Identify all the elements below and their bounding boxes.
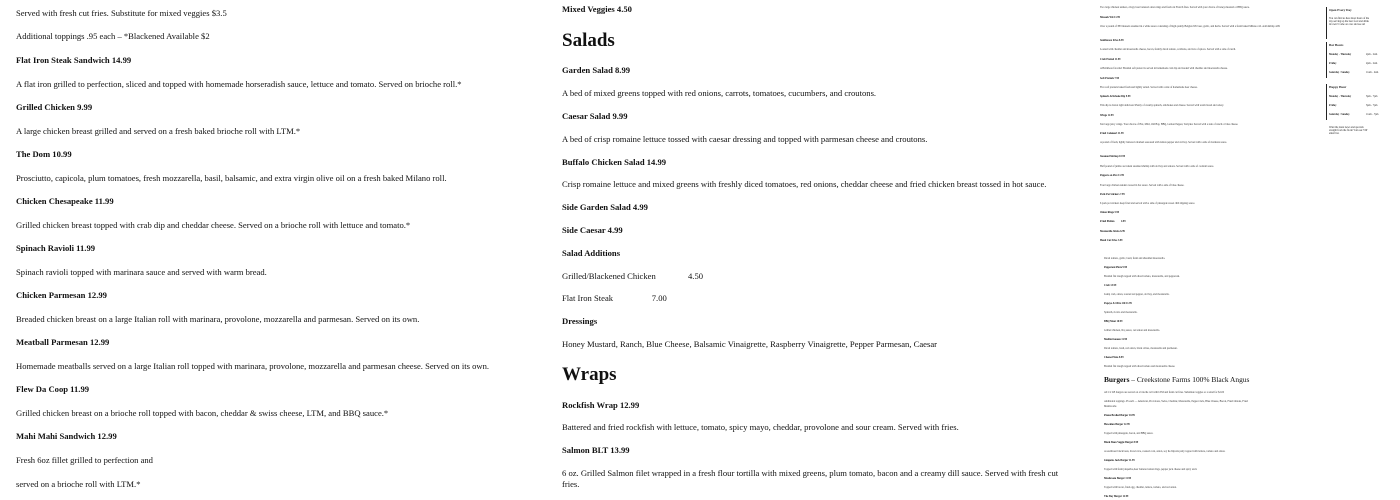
happy-hour-divider xyxy=(1326,84,1327,120)
menu-line: Breaded chicken breast on a large Italian roll with marinara, provolone, mozzarella and parmesan. Served on its own. xyxy=(16,314,420,324)
menu-item-title: Smithtown Fries 8.99 xyxy=(1100,39,1124,42)
menu-item-title: The Bay Burger 12.99 xyxy=(1104,495,1129,498)
menu-item-title: Flame Broiled Burger 10.99 xyxy=(1104,414,1135,417)
menu-item-title: The Dom 10.99 xyxy=(16,149,72,159)
menu-item-title: Spinach Artichoke Dip 9.99 xyxy=(1100,95,1131,98)
menu-line: Battered and fried rockfish with lettuce, tomato, spicy mayo, cheddar, provolone and sour cream. Served with fries. xyxy=(562,422,959,432)
menu-item-title: Hand Cut Fries 3.99 xyxy=(1100,239,1123,242)
section-heading-burgers xyxy=(1104,375,1249,384)
menu-line: This dip is drawn right delicious! Plenty of creamy spinach, artichokes and cheese. Served with warm bread and celery. xyxy=(1100,104,1224,107)
menu-item-title: Garden Salad 8.99 xyxy=(562,65,631,75)
menu-line: Two large chicken tenders, crispy beer battered onion rings and fresh cut French fries. Served with your choice of honey mustard or BBQ sauce. xyxy=(1100,6,1250,9)
menu-line: Topped with bacon, fried egg, cheddar, lettuce, tomato, and red onion. xyxy=(1104,486,1177,489)
menu-item-title: Buffalo Chicken Salad 14.99 xyxy=(562,157,667,167)
menu-item-title: Mahi Mahi Sandwich 12.99 xyxy=(16,431,117,441)
hours-day: Monday - Thursday xyxy=(1329,53,1352,56)
menu-line: Five soft pretzels baked fresh and lightly salted. Served with a side of homemade beer cheese. xyxy=(1100,86,1198,89)
menu-line: Homemade meatballs served on a large Italian roll topped with marinara, provolone, mozzarella and parmesan cheese. Served on its own. xyxy=(16,361,490,371)
burgers-subtitle: – Creekstone Farms 100% Black Angus xyxy=(1129,375,1250,384)
menu-item-title: Dressings xyxy=(562,316,598,326)
menu-item-title: Side Garden Salad 4.99 xyxy=(562,202,648,212)
hours-time: 2pm - 2am xyxy=(1366,62,1378,65)
menu-line: A flat iron grilled to perfection, sliced and topped with homemade horseradish sauce, lettuce and tomato. Served on brioche roll.* xyxy=(16,79,462,89)
menu-line: Additional toppings .95 each – *Blackened Available $2 xyxy=(16,31,210,41)
menu-line: A southwest black bean, brown rice, roasted corn, onion, soy & chipotle patty topped with lettuce, tomato and onion. xyxy=(1104,450,1226,453)
menu-line: Braided flat dough topped with diced tomato and mozzarella cheese. xyxy=(1104,365,1176,368)
menu-item-title: BBQ Meat 10.99 xyxy=(1104,320,1123,323)
menu-line: A bed of mixed greens topped with red onions, carrots, tomatoes, cucumbers, and croutons. xyxy=(562,88,877,98)
menu-line: Diced tomato, garlic, basil, fresh and shredded mozzarella. xyxy=(1104,257,1166,260)
menu-item-title: Steamed Shrimp 10.99 xyxy=(1100,155,1126,158)
menu-line: Four large chicken tenders tossed in hot sauce. Served with a side of blue cheese. xyxy=(1100,184,1185,187)
menu-line: Loaded with cheddar and mozzarella cheese, bacon, freshly diced tomato, scallions, and lots of spices. Served with a side of ranch. xyxy=(1100,48,1236,51)
menu-line: 6 oz. Grilled Salmon filet wrapped in a fresh flour tortilla with mixed greens, plum tomato, bacon and a creamy dill sauce. Served with fresh cut fries. xyxy=(562,468,1059,489)
menu-item-title: Side Caesar 4.99 xyxy=(562,225,623,235)
menu-line: Lump crab, onion, roasted red pepper, old bay, and mozzarella. xyxy=(1104,293,1170,296)
open-title: Open Every Day xyxy=(1329,8,1352,12)
hours-day: Saturday / Sunday xyxy=(1329,71,1350,74)
menu-item-title: Hawaiian Burger 12.99 xyxy=(1104,423,1130,426)
burgers-title: Burgers xyxy=(1104,375,1130,384)
menu-item-title: Caesar Salad 9.99 xyxy=(562,111,628,121)
hours-time: 11am - 7pm xyxy=(1366,113,1379,116)
hours-time: 3pm - 7pm xyxy=(1366,104,1378,107)
menu-item-title: Fried Calamari 11.99 xyxy=(1100,132,1124,135)
menu-item-title: Crab Pretzel 11.99 xyxy=(1100,58,1121,61)
menu-line: Half pound of jumbo succulent steamed shrimp with old bay and onions. Served with a side of cocktail sauce. xyxy=(1100,165,1214,168)
menu-item-title: Flew Da Coop 11.99 xyxy=(16,384,90,394)
open-text: You can find us here most hours of the day serving up the best food and drink in town! Come on over and see us! xyxy=(1329,17,1370,26)
menu-line: All 1/2 LB burgers are served on a brioche roll with LTM and fresh cut fries. Substitute veggies or a salad for $2.00 xyxy=(1104,391,1225,394)
menu-item-title: Black Bean Veggie Burger 8.99 xyxy=(1104,441,1139,444)
menu-line: Grilled chicken breast on a brioche roll topped with bacon, cheddar & swiss cheese, LTM, and BBQ sauce.* xyxy=(16,408,389,418)
menu-item-title: Popeye & Olive Oil 11.99 xyxy=(1104,302,1132,305)
menu-item-title: Mozzarella Sticks 6.99 xyxy=(1100,230,1125,233)
hours-time: 11am - 2am xyxy=(1366,71,1379,74)
menu-item-title: Pork Pot Stickers 7.99 xyxy=(1100,193,1125,196)
menu-line: Spinach, ricotta and mozzarella. xyxy=(1104,311,1138,314)
menu-item-title: Onion Rings 5.99 xyxy=(1100,211,1120,214)
menu-item-title: Mussels Wit 11.99 xyxy=(1100,16,1120,19)
menu-item-title: Jalapeño Jack Burger 11.99 xyxy=(1104,459,1135,462)
menu-line: Flat Iron Steak 7.00 xyxy=(562,293,667,303)
menu-item-title: Rockfish Wrap 12.99 xyxy=(562,400,640,410)
menu-line: Crisp romaine lettuce and mixed greens with freshly diced tomatoes, red onions, cheddar cheese and fried chicken breast tossed in hot sauce. xyxy=(562,179,1047,189)
vip-email-text[interactable]: Want the latest news and specials straight from the flock? Join our VIP email list. xyxy=(1329,126,1368,135)
menu-item-title: Grilled Chicken 9.99 xyxy=(16,102,93,112)
menu-line: Honey Mustard, Ranch, Blue Cheese, Balsamic Vinaigrette, Raspberry Vinaigrette, Pepper Parmesan, Caesar xyxy=(562,339,937,349)
menu-line: Fresh 6oz fillet grilled to perfection and xyxy=(16,455,153,465)
menu-item-title: Chicken Parmesan 12.99 xyxy=(16,290,107,300)
bar-hours-title: Bar Hours xyxy=(1329,43,1344,47)
menu-item-title: Salmon BLT 13.99 xyxy=(562,445,630,455)
menu-item-title: Pepperoni Pizza 9.99 xyxy=(1104,266,1128,269)
menu-line: Additional toppings .95 each — American, Provolone, Swiss, Cheddar, Mozzarella, Pepper Jack, Blue Cheese, Bacon, Fried Onions, Fried xyxy=(1104,400,1248,403)
menu-item-title: Crab 13.99 xyxy=(1104,284,1117,287)
happy-hour-title: Happy Hour xyxy=(1329,85,1347,89)
menu-item-title: Meatball Parmesan 12.99 xyxy=(16,337,110,347)
bar-hours-divider xyxy=(1326,42,1327,78)
menu-item-title: Mixed Veggies 4.50 xyxy=(562,4,632,14)
hours-day: Saturday / Sunday xyxy=(1329,113,1350,116)
menu-line: Spinach ravioli topped with marinara sauce and served with warm bread. xyxy=(16,267,267,277)
menu-item-title: Soft Pretzels 7.99 xyxy=(1100,77,1120,80)
menu-line: Mushrooms xyxy=(1104,405,1117,408)
hours-time: 2pm - 2am xyxy=(1366,53,1378,56)
menu-line: Diced tomato, basil, red onion, black olives, mozzarella and parmesan. xyxy=(1104,347,1178,350)
open-divider xyxy=(1326,7,1327,39)
menu-line: A large chicken breast grilled and served on a fresh baked brioche roll with LTM.* xyxy=(16,126,301,136)
menu-line: served on a brioche roll with LTM.* xyxy=(16,479,141,489)
menu-item-title: Mushroom Burger 11.99 xyxy=(1104,477,1132,480)
menu-item-title: Wings 12.99 xyxy=(1100,114,1114,117)
menu-line: Served with fresh cut fries. Substitute for mixed veggies $3.5 xyxy=(16,8,227,18)
menu-line: Prosciutto, capicola, plum tomatoes, fresh mozzarella, basil, balsamic, and extra virgin olive oil on a fresh baked Milano roll. xyxy=(16,173,447,183)
hours-day: Friday xyxy=(1329,62,1337,65)
menu-line: A Baltimore favorite! Braided soft pretzel is served in homemade crab dip and loaded with cheddar and mozzarella cheese. xyxy=(1100,67,1228,70)
menu-line: 6 pork pot stickers deep fried and served with a side of pineapple sweet chili dipping sauce. xyxy=(1100,202,1196,205)
hours-time: 3pm - 7pm xyxy=(1366,95,1378,98)
menu-line: Ten large juicy wings. Your choice of Hot, Mild, Old Bay, BBQ, Lemon Pepper, Teriyaki. Served with a side of ranch or blue cheese. xyxy=(1100,123,1239,126)
section-heading-wraps: Wraps xyxy=(562,364,617,385)
menu-item-title: Chicken Chesapeake 11.99 xyxy=(16,196,114,206)
menu-line: A pound of fresh, lightly battered calamari seasoned with lemon pepper and old bay. Served with a side of marinara sauce. xyxy=(1100,141,1227,144)
menu-item-title: Salad Additions xyxy=(562,248,621,258)
menu-line: Braided flat dough topped with diced tomato, mozzarella, and pepperoni. xyxy=(1104,275,1180,278)
menu-line: Over a pound of PEI mussels steamed in a white sauce consisting of high quality Belgian Wit beer, garlic, and herbs. Served with a fresh baked Milano roll. Add shrimp 4.99 xyxy=(1100,25,1280,28)
menu-line: Grilled chicken breast topped with crab dip and cheddar cheese. Served on a brioche roll with lettuce and tomato.* xyxy=(16,220,411,230)
menu-item-title: Cheese Pizza 8.99 xyxy=(1104,356,1124,359)
menu-line: Grilled chicken, bbq sauce, red onion and mozzarella. xyxy=(1104,329,1160,332)
menu-item-title: Peppers on Fire 11.99 xyxy=(1100,174,1124,177)
menu-item-title: Fried Pickles 4.99 xyxy=(1100,220,1126,223)
menu-item-title: Flat Iron Steak Sandwich 14.99 xyxy=(16,55,132,65)
menu-line: Topped with pineapple, bacon, and BBQ sauce. xyxy=(1104,432,1154,435)
menu-line: Grilled/Blackened Chicken 4.50 xyxy=(562,271,704,281)
menu-line: A bed of crisp romaine lettuce tossed with caesar dressing and topped with parmesan cheese and croutons. xyxy=(562,134,928,144)
section-heading-salads: Salads xyxy=(562,30,615,51)
hours-day: Monday - Thursday xyxy=(1329,95,1352,98)
menu-item-title: Spinach Ravioli 11.99 xyxy=(16,243,96,253)
hours-day: Friday xyxy=(1329,104,1337,107)
menu-item-title: Mediterranean 11.99 xyxy=(1104,338,1128,341)
menu-line: Topped with fresh jalapeños,beer battered onion rings, pepper jack cheese and spicy aioli. xyxy=(1104,468,1198,471)
